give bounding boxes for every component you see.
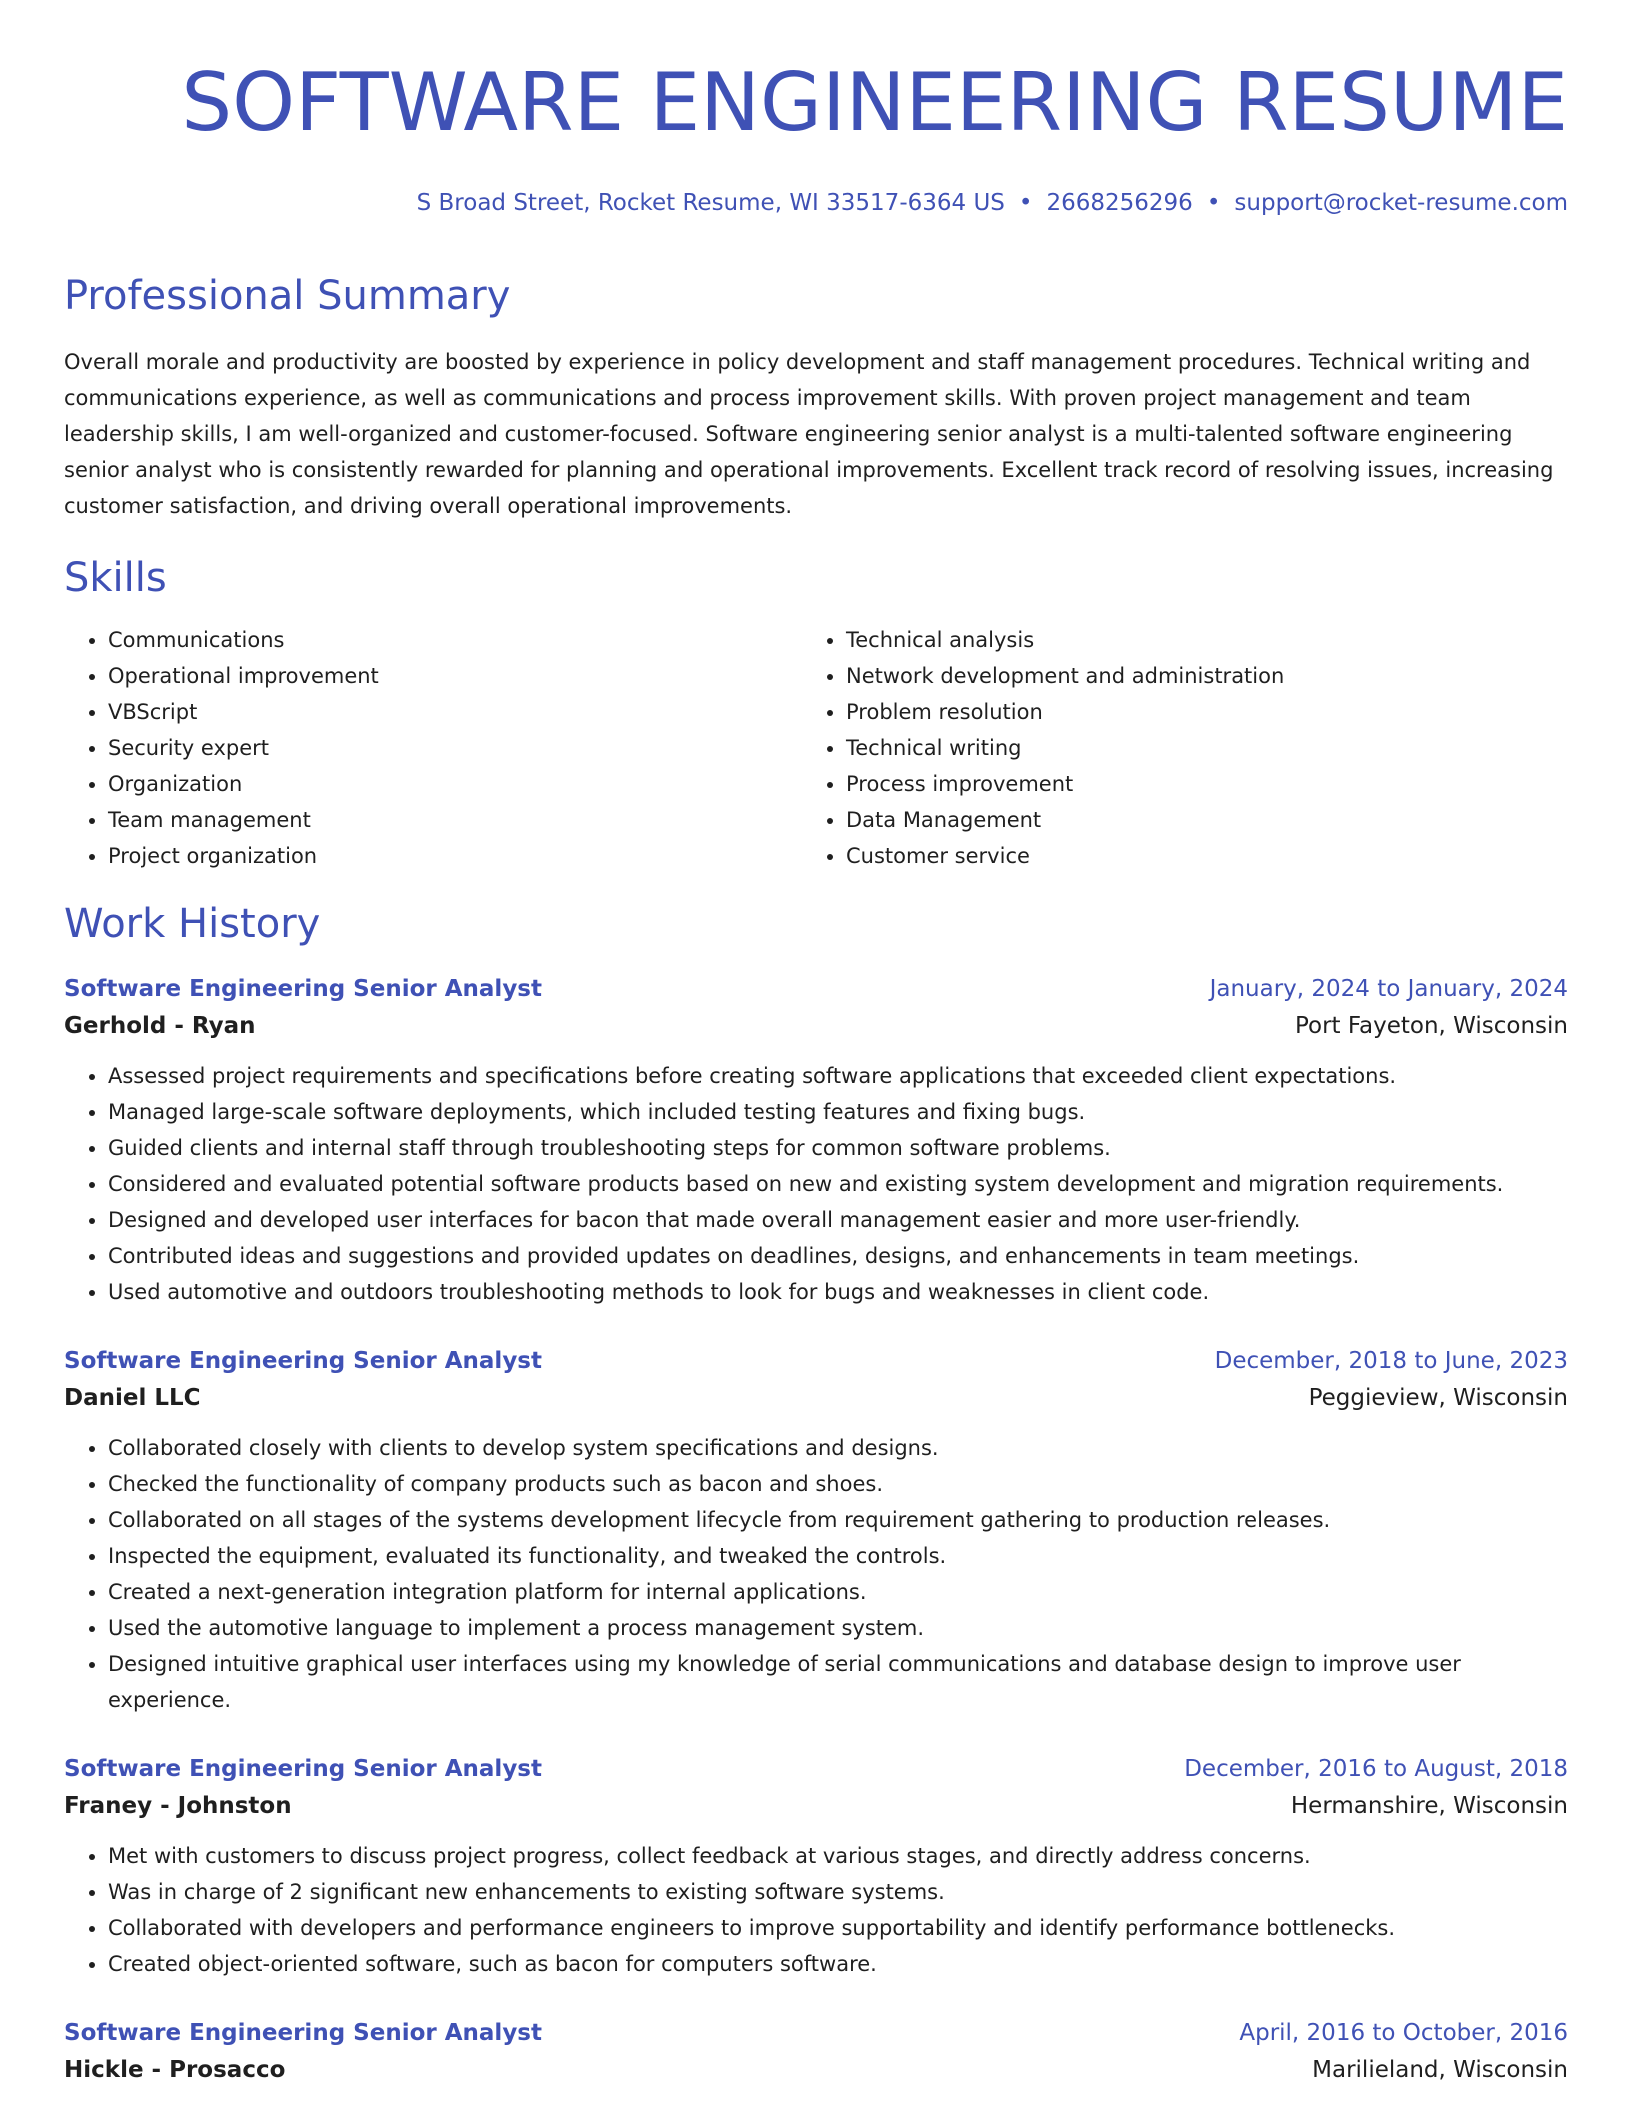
job-bullet: • Collaborated with developers and performance engineers to improve supportability and identify performance bottlenecks. xyxy=(108,1910,1568,1946)
job-bullet: • Designed and developed user interfaces for bacon that made overall management easier and more user-friendly. xyxy=(108,1202,1568,1238)
job-title: Software Engineering Senior Analyst xyxy=(64,1348,542,1374)
skills-column-right xyxy=(802,622,1540,874)
resume-title: SOFTWARE ENGINEERING RESUME xyxy=(181,56,1568,149)
skills-grid xyxy=(64,622,1568,874)
contact-phone: 2668256296 xyxy=(1046,190,1193,216)
job-bullet: • Contributed ideas and suggestions and provided updates on deadlines, designs, and enhancements in team meetings. xyxy=(108,1238,1568,1274)
job-entry xyxy=(64,972,1568,1310)
job-header-row xyxy=(64,1344,1568,1378)
job-bullet: • Used automotive and outdoors troubleshooting methods to look for bugs and weaknesses in client code. xyxy=(108,1274,1568,1310)
job-bullet: • Guided clients and internal staff through troubleshooting steps for common software problems. xyxy=(108,1130,1568,1166)
job-dates: April, 2016 to October, 2016 xyxy=(1239,2020,1568,2046)
job-dates: December, 2018 to June, 2023 xyxy=(1214,1348,1568,1374)
job-bullet: • Collaborated on all stages of the systems development lifecycle from requirement gathering to production releases. xyxy=(108,1502,1568,1538)
skill-item: • Data Management xyxy=(846,802,1540,838)
skills-heading: Skills xyxy=(64,555,167,601)
job-bullet: • Checked the functionality of company products such as bacon and shoes. xyxy=(108,1466,1568,1502)
job-location: Port Fayeton, Wisconsin xyxy=(1294,1013,1568,1039)
job-header-row xyxy=(64,1752,1568,1786)
skill-item: • Communications xyxy=(108,622,802,658)
job-company-row xyxy=(64,1378,1568,1418)
bullet-separator: • xyxy=(1206,190,1221,216)
job-bullet: • Considered and evaluated potential software products based on new and existing system development and migration requirements. xyxy=(108,1166,1568,1202)
job-header-row xyxy=(64,972,1568,1006)
job-bullets xyxy=(64,1838,1568,1982)
job-entry xyxy=(64,1752,1568,1982)
skill-item: • Organization xyxy=(108,766,802,802)
job-bullets xyxy=(64,1430,1568,1718)
job-entry xyxy=(64,2016,1568,2090)
resume-header xyxy=(64,56,1568,218)
skills-column-left xyxy=(64,622,802,874)
job-location: Hermanshire, Wisconsin xyxy=(1290,1793,1568,1819)
job-company: Daniel LLC xyxy=(64,1385,201,1411)
job-company-row xyxy=(64,2050,1568,2090)
job-title: Software Engineering Senior Analyst xyxy=(64,1756,542,1782)
contact-address: S Broad Street, Rocket Resume, WI 33517-6364 US xyxy=(416,190,1005,216)
job-bullet: • Used the automotive language to implement a process management system. xyxy=(108,1610,1568,1646)
skill-item: • Problem resolution xyxy=(846,694,1540,730)
skill-item: • Operational improvement xyxy=(108,658,802,694)
skill-item: • Project organization xyxy=(108,838,802,874)
job-header-row xyxy=(64,2016,1568,2050)
job-bullet: • Collaborated closely with clients to develop system specifications and designs. xyxy=(108,1430,1568,1466)
skill-item: • Technical analysis xyxy=(846,622,1540,658)
bullet-separator: • xyxy=(1018,190,1033,216)
contact-email: support@rocket-resume.com xyxy=(1234,190,1568,216)
job-dates: January, 2024 to January, 2024 xyxy=(1209,976,1568,1002)
skill-item: • Network development and administration xyxy=(846,658,1540,694)
skill-item: • Customer service xyxy=(846,838,1540,874)
job-company: Gerhold - Ryan xyxy=(64,1013,256,1039)
work-history-heading: Work History xyxy=(64,901,321,947)
job-company: Franey - Johnston xyxy=(64,1793,292,1819)
skill-item: • Security expert xyxy=(108,730,802,766)
contact-line xyxy=(64,188,1568,218)
job-location: Marilieland, Wisconsin xyxy=(1312,2057,1568,2083)
summary-heading: Professional Summary xyxy=(64,273,511,319)
job-bullet: • Managed large-scale software deployments, which included testing features and fixing bugs. xyxy=(108,1094,1568,1130)
job-entry xyxy=(64,1344,1568,1718)
job-title: Software Engineering Senior Analyst xyxy=(64,976,542,1002)
job-bullet: • Created a next-generation integration platform for internal applications. xyxy=(108,1574,1568,1610)
job-company-row xyxy=(64,1006,1568,1046)
job-company-row xyxy=(64,1786,1568,1826)
job-company: Hickle - Prosacco xyxy=(64,2057,286,2083)
job-bullet: • Was in charge of 2 significant new enhancements to existing software systems. xyxy=(108,1874,1568,1910)
job-dates: December, 2016 to August, 2018 xyxy=(1184,1756,1568,1782)
skill-item: • Technical writing xyxy=(846,730,1540,766)
job-location: Peggieview, Wisconsin xyxy=(1308,1385,1568,1411)
job-bullet: • Assessed project requirements and specifications before creating software applications that exceeded client expectations. xyxy=(108,1058,1568,1094)
job-bullet: • Created object-oriented software, such as bacon for computers software. xyxy=(108,1946,1568,1982)
job-bullet: • Inspected the equipment, evaluated its functionality, and tweaked the controls. xyxy=(108,1538,1568,1574)
job-title: Software Engineering Senior Analyst xyxy=(64,2020,542,2046)
skill-item: • Team management xyxy=(108,802,802,838)
summary-text: Overall morale and productivity are boosted by experience in policy development and staff management procedures. Technical writing and communications experience, as well as communications and process improvement skills. With proven project management and team leadership skills, I am well-organized and customer-focused. Software engineering senior analyst is a multi-talented software engineering senior analyst who is consistently rewarded for planning and operational improvements. Excellent track record of resolving issues, increasing customer satisfaction, and driving overall operational improvements. xyxy=(64,350,1554,518)
job-bullet: • Met with customers to discuss project progress, collect feedback at various stages, and directly address concerns. xyxy=(108,1838,1568,1874)
job-bullets xyxy=(64,1058,1568,1310)
skill-item: • VBScript xyxy=(108,694,802,730)
job-bullet: • Designed intuitive graphical user interfaces using my knowledge of serial communications and database design to improve user experience. xyxy=(108,1646,1568,1718)
skill-item: • Process improvement xyxy=(846,766,1540,802)
